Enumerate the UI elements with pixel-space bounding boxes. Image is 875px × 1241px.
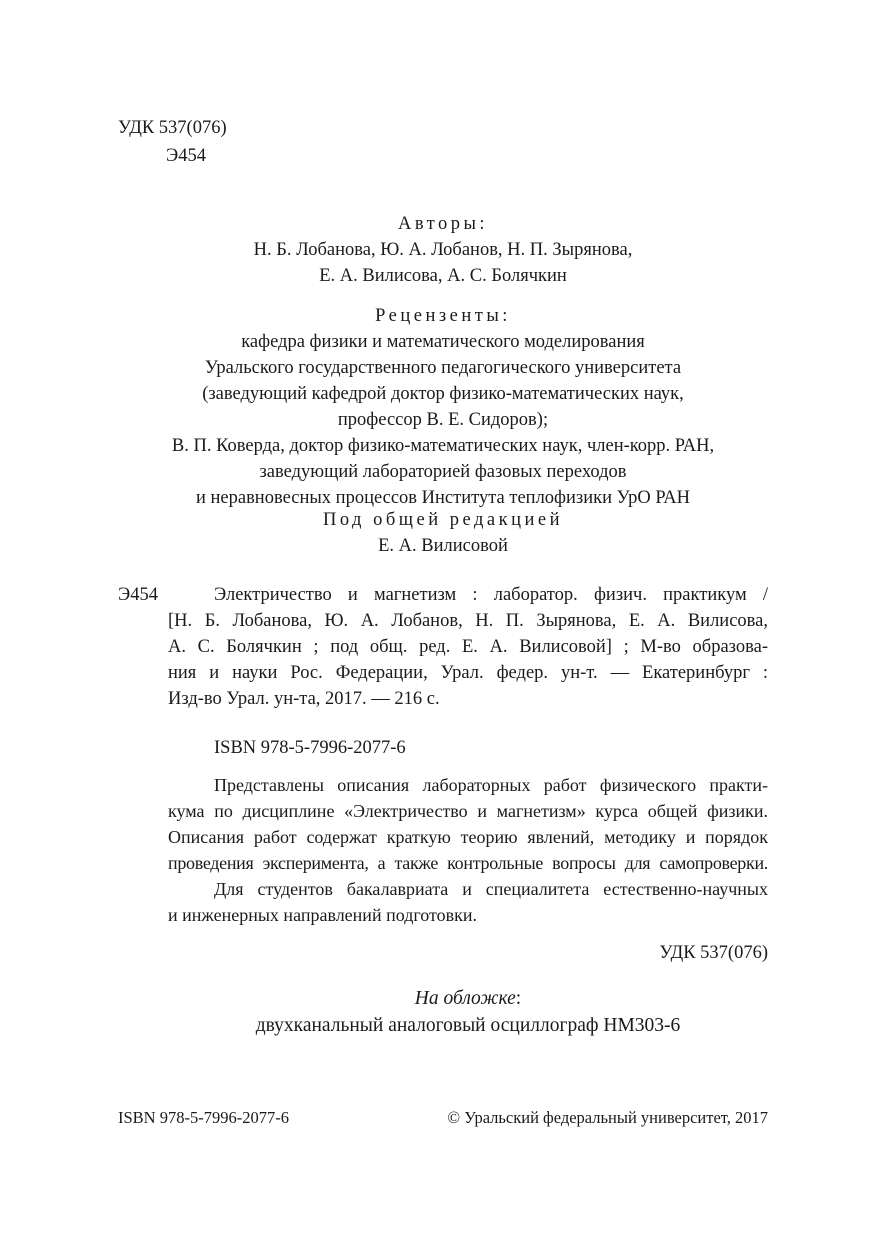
cover-label-line <box>168 985 768 1012</box>
editor-section <box>118 507 768 559</box>
reviewers-line: кафедра физики и математического моделирования <box>241 332 645 352</box>
authors-heading: Авторы: <box>397 214 489 234</box>
authors-line: Н. Б. Лобанова, Ю. А. Лобанов, Н. П. Зырянова, <box>253 240 633 260</box>
authors-line: Е. А. Вилисова, А. С. Болячкин <box>319 266 567 286</box>
udk-right: УДК 537(076) <box>659 943 768 963</box>
abstract-line: Для студентов бакалавриата и специалитета естественно-научных <box>214 879 768 899</box>
cover-label: На обложке <box>414 988 516 1009</box>
reviewers-line: и неравновесных процессов Института теплофизики УрО РАН <box>195 488 691 508</box>
editor-heading: Под общей редакцией <box>322 510 563 530</box>
cover-note <box>168 985 768 1039</box>
footer-isbn: ISBN 978-5-7996-2077-6 <box>118 1108 289 1127</box>
reviewers-line: профессор В. Е. Сидоров); <box>337 410 549 430</box>
bibliographic-code: Э454 <box>118 585 158 605</box>
abstract-line: проведения эксперимента, а также контрольные вопросы для самопроверки. <box>168 853 768 873</box>
udk-classification <box>118 114 227 170</box>
reviewers-line: заведующий лабораторией фазовых переходов <box>259 462 627 482</box>
bibliographic-line: [Н. Б. Лобанова, Ю. А. Лобанов, Н. П. Зырянова, Е. А. Вилисова, <box>168 611 768 631</box>
bibliographic-line: Изд-во Урал. ун-та, 2017. — 216 с. <box>168 689 440 709</box>
editor-name: Е. А. Вилисовой <box>378 536 508 556</box>
udk-code-line: УДК 537(076) <box>118 118 227 138</box>
bibliographic-line: ния и науки Рос. Федерации, Урал. федер. ун-т. — Екатеринбург : <box>168 663 768 683</box>
cover-colon: : <box>515 988 522 1009</box>
reviewers-section <box>118 303 768 511</box>
abstract-line: Представлены описания лабораторных работ физического практи- <box>214 775 768 795</box>
isbn-line: ISBN 978-5-7996-2077-6 <box>214 738 406 758</box>
author-mark-line: Э454 <box>166 146 206 166</box>
abstract <box>168 772 768 928</box>
abstract-line: Описания работ содержат краткую теорию явлений, методику и порядок <box>168 827 768 847</box>
bibliographic-description <box>168 582 768 712</box>
reviewers-line: Уральского государственного педагогического университета <box>204 358 682 378</box>
bibliographic-line: Электричество и магнетизм : лаборатор. физич. практикум / <box>214 585 768 605</box>
footer-copyright: © Уральский федеральный университет, 2017 <box>447 1108 768 1127</box>
reviewers-heading: Рецензенты: <box>375 306 511 326</box>
authors-section <box>118 211 768 289</box>
abstract-line: и инженерных направлений подготовки. <box>168 905 478 925</box>
reviewers-line: В. П. Коверда, доктор физико-математических наук, член-корр. РАН, <box>171 436 715 456</box>
reviewers-line: (заведующий кафедрой доктор физико-математических наук, <box>202 384 684 404</box>
abstract-line: кума по дисциплине «Электричество и магнетизм» курса общей физики. <box>168 801 768 821</box>
cover-text: двухканальный аналоговый осциллограф HM303-6 <box>255 1015 681 1036</box>
bibliographic-line: А. С. Болячкин ; под общ. ред. Е. А. Вилисовой] ; М-во образова- <box>168 637 768 657</box>
